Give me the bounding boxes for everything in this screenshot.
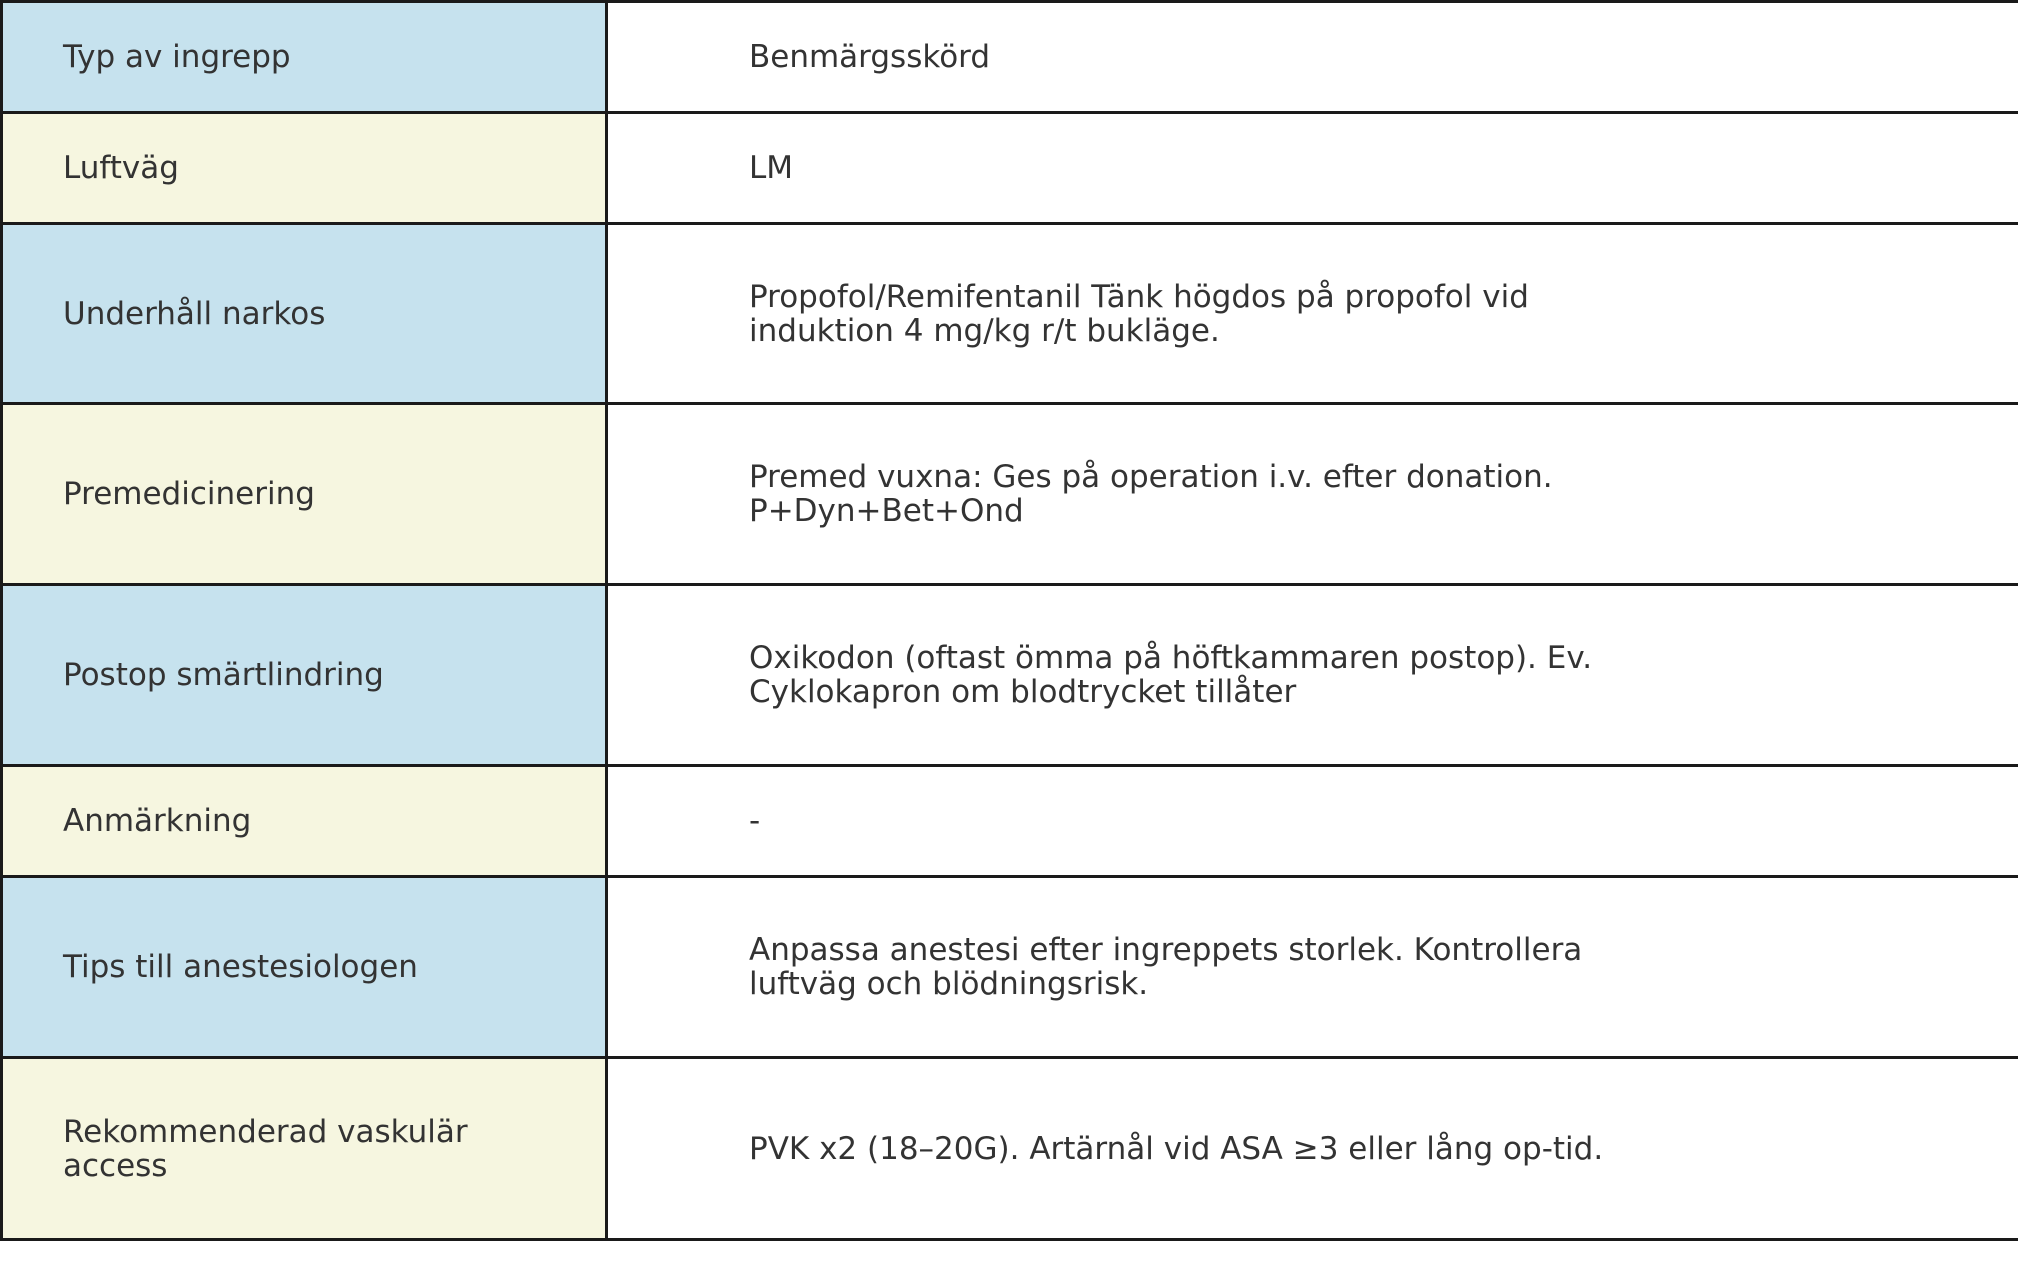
- row-value: LM: [749, 150, 794, 186]
- row-label: Postop smärtlindring: [2, 585, 607, 766]
- row-label: Anmärkning: [2, 766, 607, 877]
- table-row-airway: [2, 113, 2018, 224]
- row-label: Typ av ingrepp: [2, 2, 607, 113]
- row-label: Rekommenderad vaskulär access: [63, 1113, 468, 1184]
- row-value: PVK x2 (18–20G). Artärnål vid ASA ≥3 eller lång op-tid.: [749, 1130, 1604, 1167]
- row-value: Premed vuxna: Ges på operation i.v. efter donation. P+Dyn+Bet+Ond: [749, 459, 1553, 529]
- row-label: Premedicinering: [2, 404, 607, 585]
- table-row-anesthesiologist-tips: [2, 877, 2018, 1058]
- row-label: Underhåll narkos: [2, 224, 607, 404]
- row-value: Oxikodon (oftast ömma på höftkammaren postop). Ev. Cyklokapron om blodtrycket tillåter: [749, 640, 1593, 710]
- table-row-procedure-type: [2, 2, 2018, 113]
- table-row-postop-pain-relief: [2, 585, 2018, 766]
- table-row-vascular-access: [2, 1058, 2018, 1240]
- row-value: Propofol/Remifentanil Tänk högdos på propofol vid induktion 4 mg/kg r/t bukläge.: [749, 278, 1529, 349]
- row-label: Tips till anestesiologen: [2, 877, 607, 1058]
- row-value: -: [749, 803, 761, 839]
- table-row-remark: [2, 766, 2018, 877]
- row-value: Anpassa anestesi efter ingreppets storlek. Kontrollera luftväg och blödningsrisk.: [749, 932, 1583, 1002]
- table-row-premedication: [2, 404, 2018, 585]
- row-value: Benmärgsskörd: [749, 39, 991, 75]
- table-row-anesthesia-maintenance: [2, 224, 2018, 404]
- row-label: Luftväg: [2, 113, 607, 224]
